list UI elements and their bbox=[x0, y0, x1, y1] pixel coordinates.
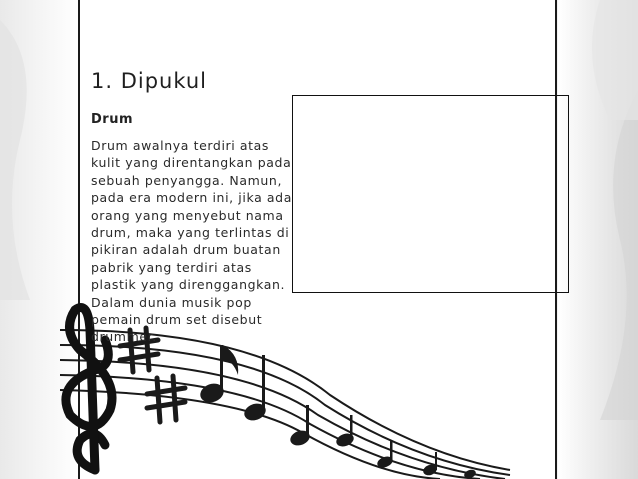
body-paragraph: Drum awalnya terdiri atas kulit yang direntangkan pada sebuah penyangga. Namun, pada era modern ini, jika ada orang yang menyebut nama drum, maka yang terlintas di pikiran adalah drum buatan pabrik yang terdiri atas plastik yang direnggangkan. Dalam dunia musik pop pemain drum set disebut drummer. bbox=[91, 138, 292, 345]
subheading-drum: Drum bbox=[91, 112, 134, 127]
image-placeholder-frame bbox=[292, 95, 569, 293]
slide-title: 1. Dipukul bbox=[91, 69, 208, 93]
